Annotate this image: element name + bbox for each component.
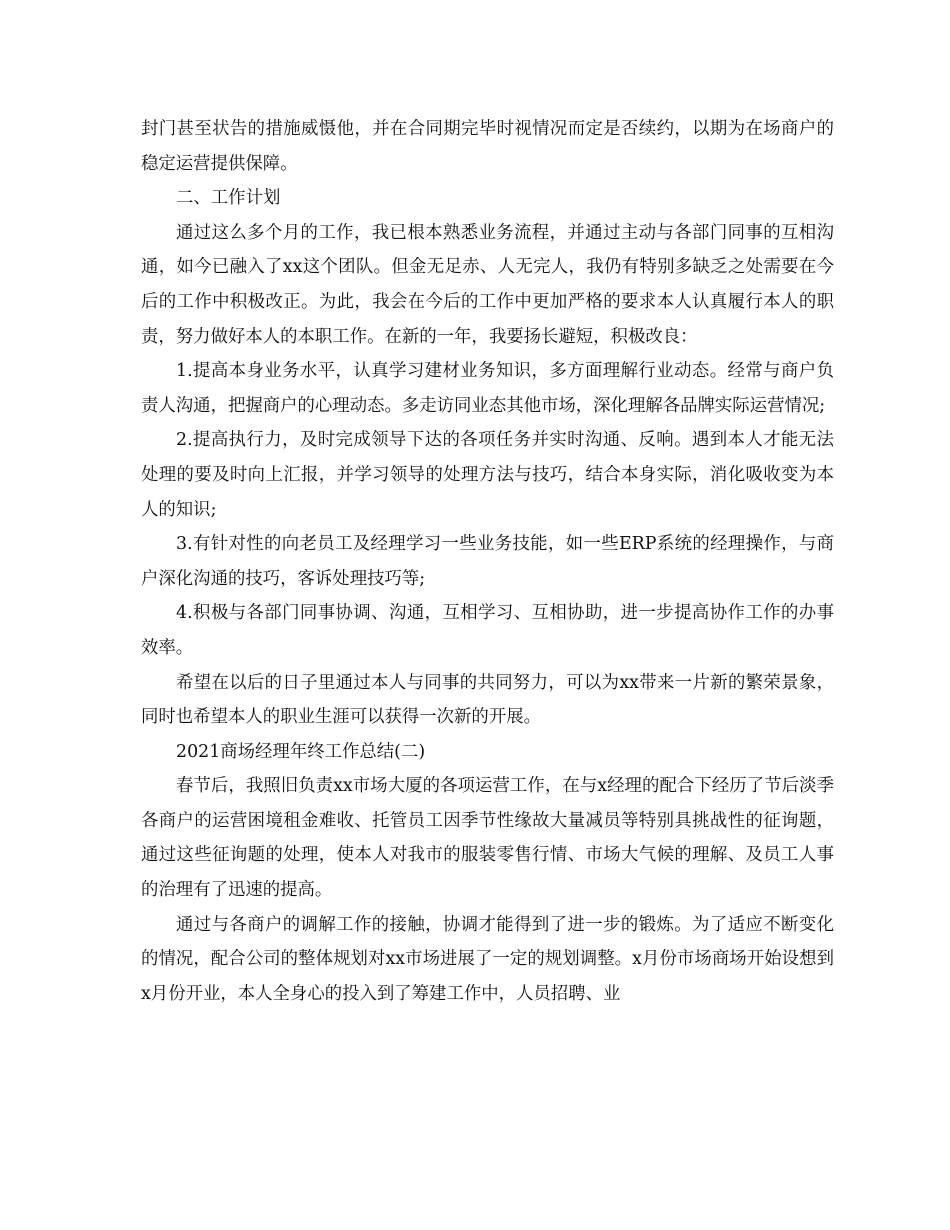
section-heading-work-plan: 二、工作计划	[176, 188, 281, 209]
paragraph-continuation: 封门甚至状告的措施威慑他，并在合同期完毕时视情况而定是否续约，以期为在场商户的稳定运营提供保障。	[141, 119, 834, 174]
paragraph-hope: 希望在以后的日子里通过本人与同事的共同努力，可以为xx带来一片新的繁荣景象，同时也希望本人的职业生涯可以获得一次新的开展。	[141, 672, 834, 728]
section-title-summary-two: 2021商场经理年终工作总结(二)	[176, 741, 426, 762]
paragraph-work-plan-intro: 通过这么多个月的工作，我已根本熟悉业务流程，并通过主动与各部门同事的互相沟通，如今已融入了xx这个团队。但金无足赤、人无完人，我仍有特别多缺乏之处需要在今后的工作中积极改正。为此，我会在今后的工作中更加严格的要求本人认真履行本人的职责，努力做好本人的本职工作。在新的一年，我要扬长避短，积极改良：	[141, 222, 834, 347]
paragraph-spring-festival: 春节后，我照旧负责xx市场大厦的各项运营工作，在与x经理的配合下经历了节后淡季各商户的运营困境租金难收、托管员工因季节性缘故大量减员等特别具挑战性的征询题，通过这些征询题的处理，使本人对我市的服装零售行情、市场大气候的理解、及员工人事的治理有了迅速的提高。	[141, 776, 834, 901]
list-item-3: 3.有针对性的向老员工及经理学习一些业务技能，如一些ERP系统的经理操作，与商户深化沟通的技巧，客诉处理技巧等;	[141, 534, 834, 589]
paragraph-coordination: 通过与各商户的调解工作的接触，协调才能得到了进一步的锻炼。为了适应不断变化的情况，配合公司的整体规划对xx市场进展了一定的规划调整。x月份市场商场开始设想到x月份开业，本人全身心的投入到了筹建工作中，人员招聘、业	[141, 914, 834, 1004]
document-body	[141, 112, 834, 1011]
list-item-4: 4.积极与各部门同事协调、沟通，互相学习、互相协助，进一步提高协作工作的办事效率。	[141, 603, 834, 658]
list-item-1: 1.提高本身业务水平，认真学习建材业务知识，多方面理解行业动态。经常与商户负责人沟通，把握商户的心理动态。多走访同业态其他市场，深化理解各品牌实际运营情况;	[141, 361, 834, 416]
list-item-2: 2.提高执行力，及时完成领导下达的各项任务并实时沟通、反响。遇到本人才能无法处理的要及时向上汇报，并学习领导的处理方法与技巧，结合本身实际，消化吸收变为本人的知识;	[141, 430, 834, 520]
